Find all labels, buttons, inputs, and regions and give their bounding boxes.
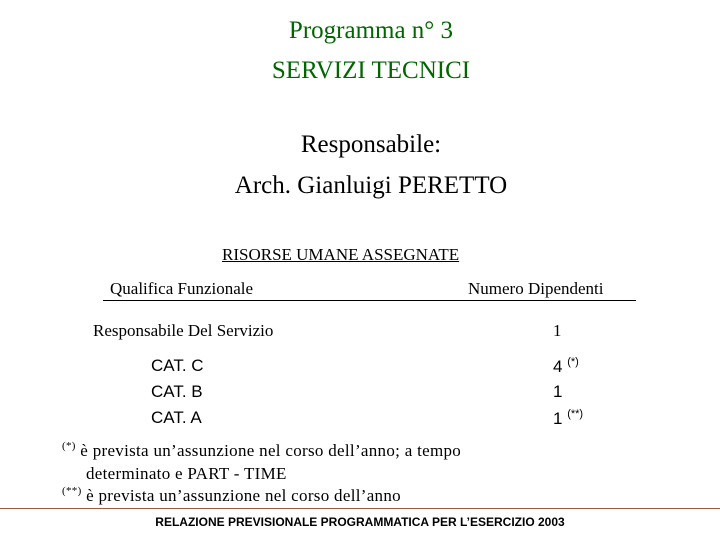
footer-text: RELAZIONE PREVISIONALE PROGRAMMATICA PER L’ESERCIZIO 2003 [155, 515, 565, 529]
footnote-mark: (**) [62, 485, 82, 497]
footnote-mark: (*) [567, 356, 579, 368]
table-row-label: CAT. A [151, 408, 202, 427]
footnote-mark: (*) [62, 440, 76, 452]
table-row-value: 1 (**) [553, 408, 584, 428]
footnote-1-continued: determinato e PART - TIME [86, 464, 287, 483]
column-header-qualifica: Qualifica Funzionale [110, 279, 254, 298]
table-row-value: 4 (*) [553, 356, 579, 376]
table-header-rule [103, 300, 636, 301]
service-title: SERVIZI TECNICI [271, 57, 471, 84]
table-row-label: CAT. B [151, 382, 203, 401]
table-row-value: 1 [553, 382, 563, 401]
resources-title: RISORSE UMANE ASSEGNATE [222, 245, 460, 264]
responsible-name: Arch. Gianluigi PERETTO [234, 172, 508, 199]
footer-rule [0, 508, 720, 509]
footnote-1: (*) è prevista un’assunzione nel corso dell’anno; a tempo [62, 440, 462, 460]
table-row-value: 1 [553, 321, 562, 340]
footnote-mark: (**) [567, 408, 584, 420]
responsible-label: Responsabile: [300, 131, 442, 158]
table-row-label: Responsabile Del Servizio [93, 321, 274, 340]
footnote-2: (**) è prevista un’assunzione nel corso dell’anno [62, 485, 401, 505]
column-header-numero: Numero Dipendenti [468, 279, 604, 298]
program-title: Programma n° 3 [288, 17, 454, 44]
table-row-label: CAT. C [151, 356, 204, 375]
